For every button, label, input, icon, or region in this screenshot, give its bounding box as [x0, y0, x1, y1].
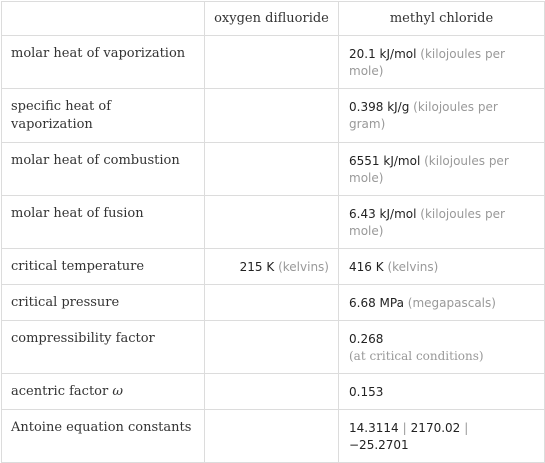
cell-empty — [205, 285, 339, 321]
row-label: specific heat of vaporization — [2, 89, 205, 143]
cell-value: 6.43 kJ/mol (kilojoules per mole) — [339, 196, 545, 249]
row-label: critical pressure — [2, 285, 205, 321]
cell-value: 416 K (kelvins) — [339, 249, 545, 285]
table-row — [2, 410, 545, 463]
header-row — [2, 2, 545, 36]
cell-value: 6551 kJ/mol (kilojoules per mole) — [339, 143, 545, 196]
cell-empty — [205, 374, 339, 410]
cell-value: 0.153 — [339, 374, 545, 410]
table-row — [2, 249, 545, 285]
cell-value: 6.68 MPa (megapascals) — [339, 285, 545, 321]
omega-symbol: ω — [112, 384, 123, 399]
table-row — [2, 89, 545, 143]
table-row — [2, 321, 545, 374]
row-label: acentric factor ω — [2, 374, 205, 410]
table-row — [2, 36, 545, 89]
cell-empty — [205, 410, 339, 463]
cell-empty — [205, 196, 339, 249]
table-row — [2, 285, 545, 321]
cell-value: 215 K (kelvins) — [205, 249, 339, 285]
row-label: Antoine equation constants — [2, 410, 205, 463]
row-label: compressibility factor — [2, 321, 205, 374]
cell-value: 20.1 kJ/mol (kilojoules per mole) — [339, 36, 545, 89]
cell-value: 14.3114 | 2170.02 | −25.2701 — [339, 410, 545, 463]
cell-value: 0.398 kJ/g (kilojoules per gram) — [339, 89, 545, 143]
header-methyl-chloride: methyl chloride — [339, 2, 545, 36]
row-label: molar heat of vaporization — [2, 36, 205, 89]
cell-value: 0.268 (at critical conditions) — [339, 321, 545, 374]
cell-empty — [205, 143, 339, 196]
cell-empty — [205, 321, 339, 374]
table-row — [2, 374, 545, 410]
cell-empty — [205, 36, 339, 89]
cell-empty — [205, 89, 339, 143]
properties-table — [1, 1, 545, 463]
table-row — [2, 143, 545, 196]
header-oxygen-difluoride: oxygen difluoride — [205, 2, 339, 36]
row-label: molar heat of combustion — [2, 143, 205, 196]
row-label: critical temperature — [2, 249, 205, 285]
table-row — [2, 196, 545, 249]
row-label: molar heat of fusion — [2, 196, 205, 249]
header-empty — [2, 2, 205, 36]
